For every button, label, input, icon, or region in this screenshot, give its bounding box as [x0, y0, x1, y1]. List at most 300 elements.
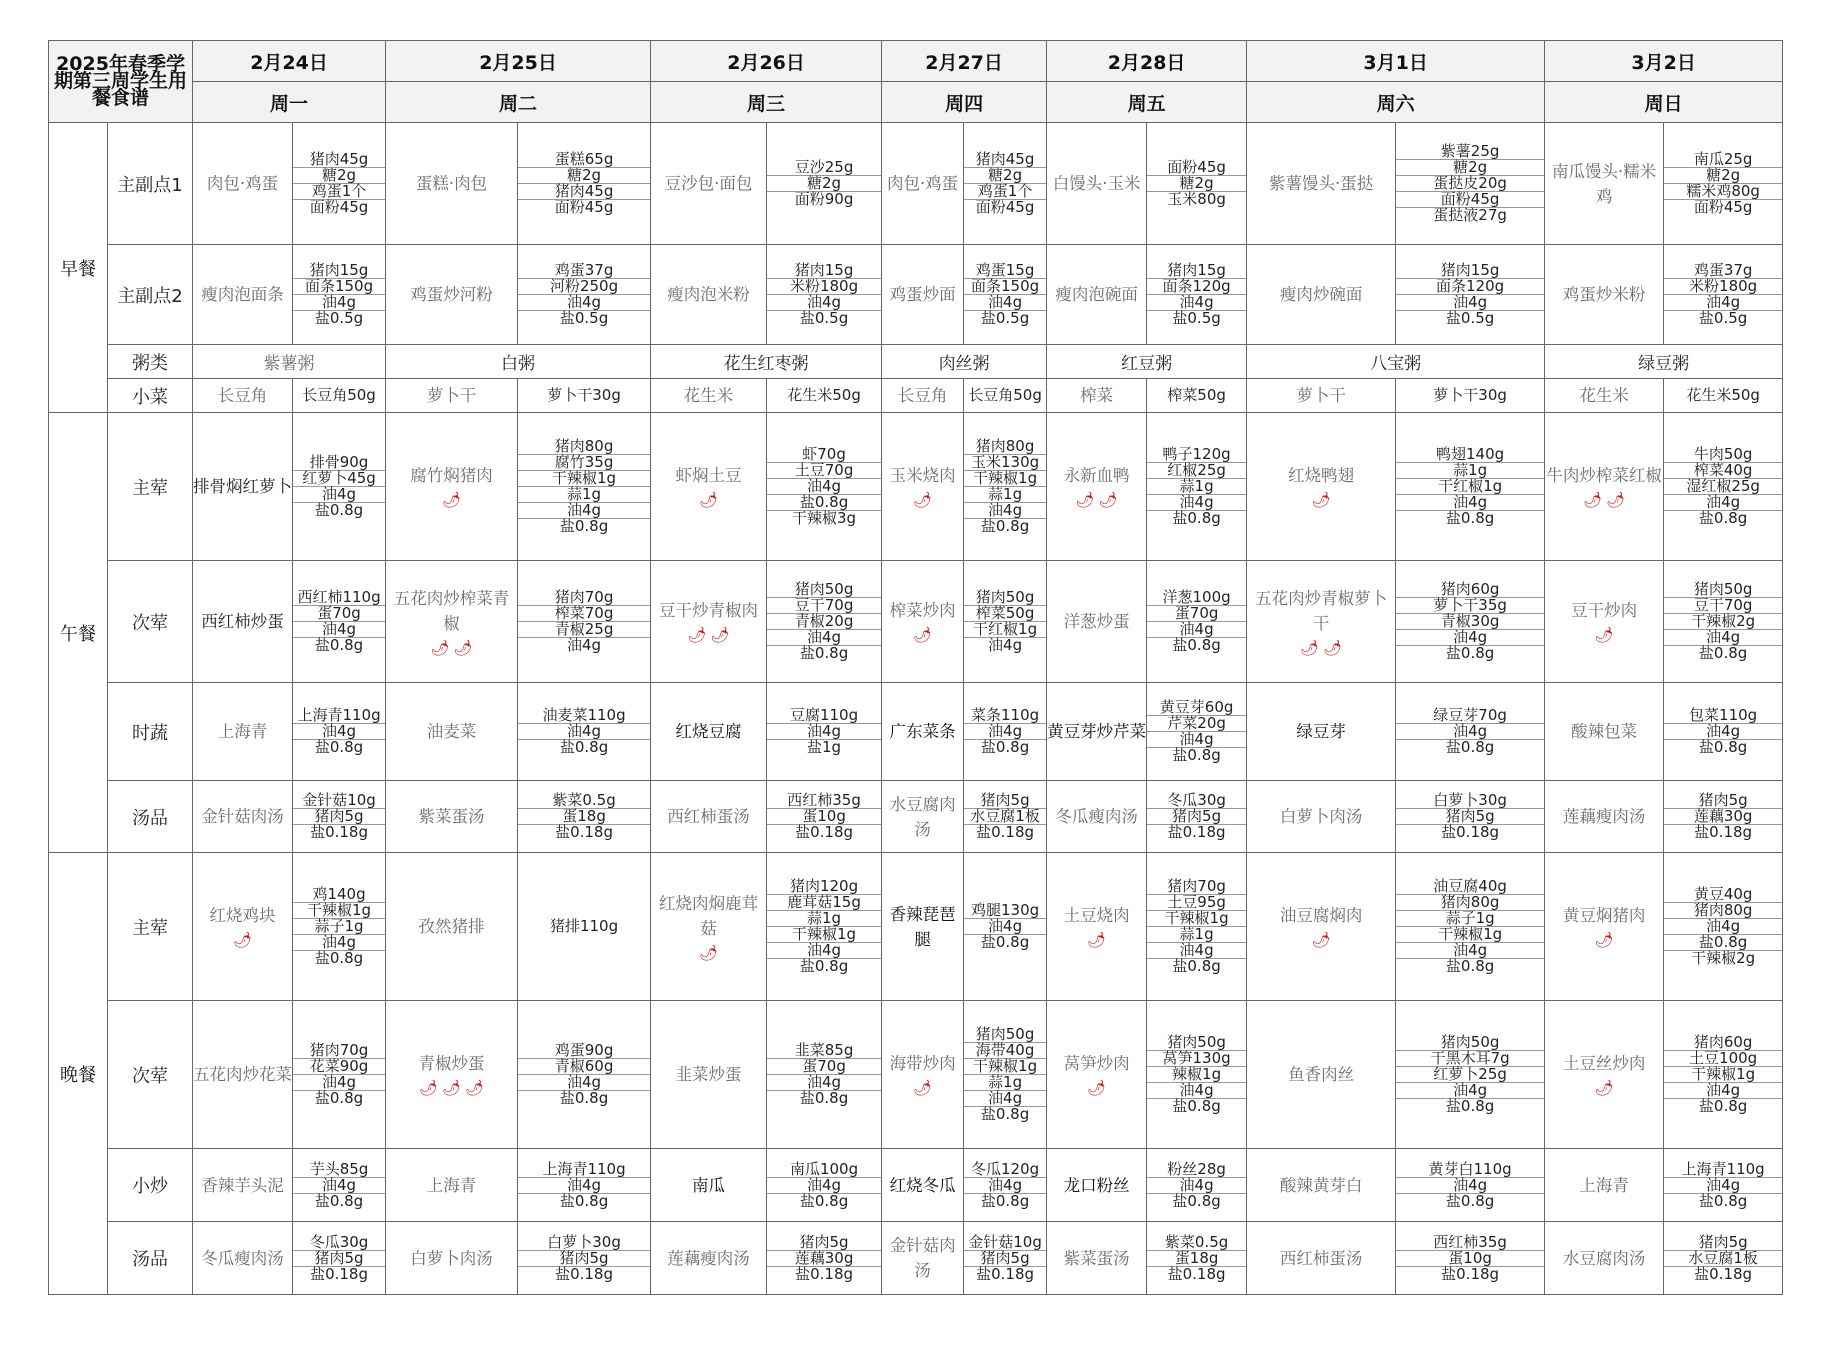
ingredients-cell — [1147, 561, 1247, 683]
dish-cell — [651, 853, 767, 1001]
ingredient-list — [767, 447, 881, 526]
dish-cell — [1545, 561, 1664, 683]
ingredient-item: 洋葱100g — [1162, 588, 1231, 606]
ingredient-item: 油4g — [1396, 1082, 1544, 1098]
dish-cell — [1047, 561, 1147, 683]
dish-cell — [1047, 853, 1147, 1001]
chili-pepper-icon: 🌶 — [1594, 1079, 1614, 1097]
dish-name: 长豆角 — [897, 386, 948, 405]
ingredients-cell — [1664, 123, 1783, 245]
ingredient-item: 萝卜干30g — [547, 386, 621, 404]
ingredient-item: 白萝卜30g — [547, 1232, 621, 1251]
ingredient-item: 青椒60g — [518, 1058, 650, 1074]
porridge-cell: 紫薯粥 — [193, 345, 386, 379]
ingredient-item: 猪肉70g — [1167, 877, 1226, 895]
dish-cell — [1247, 853, 1396, 1001]
ingredient-item: 盐0.8g — [767, 494, 881, 510]
ingredients-cell — [1396, 379, 1545, 413]
ingredient-item: 油4g — [767, 1177, 881, 1193]
ingredient-list — [293, 793, 385, 840]
ingredient-item: 盐0.18g — [1147, 824, 1246, 840]
dish-name: 肉包·鸡蛋 — [886, 174, 959, 193]
ingredient-list — [293, 388, 385, 403]
ingredient-item: 蒜1g — [1147, 478, 1246, 494]
dish-name: 排骨焖红萝卜 — [193, 477, 293, 496]
ingredients-cell — [1147, 413, 1247, 561]
ingredient-item: 蛋18g — [1147, 1250, 1246, 1266]
ingredient-list — [767, 1232, 881, 1283]
ingredient-item: 盐0.18g — [1396, 824, 1544, 840]
day-date: 2月25日 — [386, 41, 651, 82]
ingredient-item: 红椒25g — [1147, 462, 1246, 478]
ingredient-item: 蒜1g — [518, 486, 650, 502]
ingredient-list — [964, 793, 1046, 840]
ingredient-item: 油4g — [1664, 1082, 1782, 1098]
dish-name: 牛肉炒榨菜红椒 — [1546, 466, 1662, 485]
ingredient-item: 鸡蛋37g — [1693, 261, 1753, 279]
ingredient-item: 盐0.8g — [518, 1090, 650, 1106]
ingredient-item: 猪肉5g — [518, 1250, 650, 1266]
ingredient-list — [1664, 887, 1782, 966]
ingredient-item: 油4g — [1147, 731, 1246, 747]
ingredient-item: 猪肉5g — [1147, 808, 1246, 824]
chili-pepper-icon: 🌶 — [1323, 638, 1343, 657]
menu-table — [48, 40, 1783, 1295]
ingredient-item: 干辣椒1g — [1664, 1066, 1782, 1082]
dish-name: 鱼香肉丝 — [1288, 1065, 1355, 1084]
ingredient-item: 猪肉5g — [1698, 1232, 1748, 1251]
dish-cell — [386, 1222, 518, 1295]
day-weekday: 周日 — [1545, 82, 1783, 123]
chili-pepper-icon: 🌶 — [913, 626, 933, 644]
menu-row — [49, 123, 1783, 245]
ingredient-item: 猪肉5g — [964, 1250, 1046, 1266]
ingredient-item: 蛋挞液27g — [1396, 207, 1544, 223]
category-label: 次荤 — [108, 1001, 193, 1149]
dish-cell — [1047, 683, 1147, 781]
ingredient-item: 长豆角50g — [302, 386, 376, 404]
dish-cell — [651, 683, 767, 781]
spicy-level — [1247, 638, 1395, 658]
ingredient-item: 鸡蛋15g — [975, 261, 1035, 279]
ingredient-item: 盐0.8g — [293, 502, 385, 518]
ingredient-item: 盐0.8g — [1664, 739, 1782, 755]
dish-cell — [1047, 413, 1147, 561]
dish-cell — [193, 1149, 293, 1222]
ingredients-cell — [964, 781, 1047, 853]
ingredient-item: 面粉45g — [518, 199, 650, 215]
ingredients-cell — [1396, 1149, 1545, 1222]
day-weekday: 周二 — [386, 82, 651, 123]
chili-pepper-icon: 🌶 — [1311, 491, 1331, 509]
dish-name: 榨菜 — [1080, 386, 1114, 405]
ingredient-item: 油4g — [1396, 942, 1544, 958]
ingredient-item: 油4g — [293, 934, 385, 950]
dish-cell — [882, 853, 964, 1001]
dish-cell — [1545, 1149, 1664, 1222]
ingredient-item: 盐0.8g — [518, 1193, 650, 1209]
ingredient-item: 猪肉50g — [975, 588, 1035, 606]
dish-name: 瘦肉泡碗面 — [1055, 285, 1138, 304]
ingredient-list — [1147, 1035, 1246, 1114]
day-weekday: 周五 — [1047, 82, 1247, 123]
dish-cell — [193, 379, 293, 413]
day-weekday: 周三 — [651, 82, 882, 123]
ingredient-item: 蛋70g — [767, 1058, 881, 1074]
ingredient-item: 油4g — [964, 637, 1046, 653]
ingredient-item: 猪肉5g — [980, 791, 1030, 809]
ingredient-list — [1396, 1232, 1544, 1283]
dish-cell — [1047, 123, 1147, 245]
spicy-level — [882, 490, 963, 510]
dish-cell — [1545, 683, 1664, 781]
ingredients-cell — [767, 413, 882, 561]
ingredient-item: 糖2g — [293, 167, 385, 183]
ingredients-cell — [964, 413, 1047, 561]
ingredients-cell — [293, 1001, 386, 1149]
ingredient-list — [1396, 793, 1544, 840]
ingredient-list — [767, 793, 881, 840]
ingredient-item: 豆腐110g — [789, 706, 859, 724]
ingredient-item: 油4g — [964, 294, 1046, 310]
ingredient-item: 猪肉80g — [975, 437, 1035, 455]
spicy-level — [882, 625, 963, 645]
ingredient-item: 油4g — [767, 478, 881, 494]
ingredient-item: 排骨90g — [309, 453, 369, 471]
ingredient-item: 糖2g — [1664, 167, 1782, 183]
ingredient-item: 玉米80g — [1147, 191, 1246, 207]
chili-pepper-icon: 🌶 — [1594, 931, 1614, 949]
ingredient-item: 猪肉45g — [518, 183, 650, 199]
ingredient-item: 盐0.8g — [1147, 510, 1246, 526]
ingredient-item: 盐0.18g — [293, 1266, 385, 1282]
spicy-level — [193, 930, 292, 950]
ingredients-cell — [1147, 123, 1247, 245]
dish-name: 紫薯馒头·蛋挞 — [1268, 174, 1374, 193]
ingredient-item: 芋头85g — [309, 1159, 369, 1178]
dish-name: 豆干炒青椒肉 — [659, 601, 759, 620]
ingredient-item: 鸡蛋1个 — [964, 183, 1046, 199]
ingredients-cell — [518, 413, 651, 561]
ingredient-item: 猪肉15g — [794, 261, 854, 279]
ingredient-item: 油4g — [1396, 629, 1544, 645]
dish-name: 蛋糕·肉包 — [415, 174, 488, 193]
ingredient-item: 长豆角50g — [968, 386, 1042, 404]
ingredient-item: 鸡蛋1个 — [293, 183, 385, 199]
ingredient-item: 鸡蛋90g — [554, 1041, 614, 1059]
ingredient-list — [1396, 263, 1544, 326]
ingredient-list — [293, 1159, 385, 1210]
dish-name: 五花肉炒榨菜青椒 — [393, 588, 510, 633]
category-label: 小炒 — [108, 1149, 193, 1222]
ingredients-cell — [518, 379, 651, 413]
ingredient-item: 油4g — [293, 1177, 385, 1193]
ingredient-item: 面条150g — [964, 278, 1046, 294]
ingredient-item: 蒜1g — [1396, 462, 1544, 478]
ingredients-cell — [293, 413, 386, 561]
ingredient-item: 盐0.8g — [767, 958, 881, 974]
day-date: 2月24日 — [193, 41, 386, 82]
ingredient-item: 面粉45g — [293, 199, 385, 215]
dish-name: 土豆丝炒肉 — [1562, 1054, 1646, 1073]
ingredient-item: 紫菜0.5g — [1164, 1232, 1229, 1251]
dish-cell — [882, 1222, 964, 1295]
ingredient-list — [767, 160, 881, 207]
ingredients-cell — [964, 245, 1047, 345]
ingredient-list — [1396, 879, 1544, 974]
ingredient-item: 面粉45g — [1396, 191, 1544, 207]
ingredient-list — [1147, 160, 1246, 207]
ingredient-list — [964, 903, 1046, 950]
dish-name: 玉米烧肉 — [889, 466, 956, 485]
menu-row — [49, 413, 1783, 561]
ingredient-item: 油4g — [293, 621, 385, 637]
porridge-cell: 肉丝粥 — [882, 345, 1047, 379]
ingredient-item: 盐0.8g — [1396, 1098, 1544, 1114]
chili-pepper-icon: 🌶 — [442, 1079, 462, 1097]
ingredients-cell — [767, 1001, 882, 1149]
ingredient-item: 盐1g — [767, 739, 881, 755]
ingredient-item: 油4g — [964, 918, 1046, 934]
ingredient-item: 盐0.8g — [964, 518, 1046, 534]
dish-cell — [1247, 379, 1396, 413]
menu-body — [49, 123, 1783, 1295]
ingredient-item: 蒜1g — [767, 910, 881, 926]
ingredient-item: 油4g — [293, 1074, 385, 1090]
chili-pepper-icon: 🌶 — [1075, 491, 1095, 509]
chili-pepper-icon: 🌶 — [232, 931, 253, 949]
ingredients-cell — [964, 1001, 1047, 1149]
ingredient-item: 糖2g — [767, 175, 881, 191]
dish-name: 花生米 — [683, 386, 734, 405]
ingredient-item: 盐0.8g — [964, 1106, 1046, 1122]
ingredient-item: 猪肉50g — [975, 1025, 1035, 1043]
ingredient-item: 油4g — [518, 1177, 650, 1193]
ingredients-cell — [1664, 245, 1783, 345]
ingredients-cell — [1664, 561, 1783, 683]
ingredient-item: 面粉90g — [767, 191, 881, 207]
ingredient-item: 油4g — [1664, 494, 1782, 510]
ingredients-cell — [518, 853, 651, 1001]
dish-cell — [651, 1222, 767, 1295]
dish-cell — [386, 561, 518, 683]
ingredient-list — [293, 455, 385, 518]
ingredient-item: 莲藕30g — [767, 1250, 881, 1266]
spicy-level — [386, 490, 517, 510]
ingredients-cell — [767, 561, 882, 683]
dish-cell — [651, 123, 767, 245]
ingredient-item: 盐0.18g — [1664, 1266, 1782, 1282]
ingredient-item: 油4g — [1396, 494, 1544, 510]
ingredient-item: 干辣椒2g — [1664, 950, 1782, 966]
ingredient-item: 蒜1g — [964, 1074, 1046, 1090]
chili-pepper-icon: 🌶 — [442, 491, 462, 509]
ingredient-item: 河粉250g — [518, 278, 650, 294]
dish-name: 广东菜条 — [889, 722, 956, 741]
dish-name: 萝卜干 — [1296, 386, 1346, 405]
ingredients-cell — [767, 781, 882, 853]
ingredients-cell — [1147, 245, 1247, 345]
ingredients-cell — [767, 683, 882, 781]
ingredient-item: 盐0.8g — [767, 1193, 881, 1209]
dish-cell — [1047, 245, 1147, 345]
ingredient-list — [1664, 447, 1782, 526]
ingredient-item: 猪肉5g — [1698, 791, 1748, 809]
ingredients-cell — [767, 245, 882, 345]
ingredient-item: 盐0.8g — [1396, 510, 1544, 526]
ingredient-list — [518, 919, 650, 934]
ingredient-item: 猪肉5g — [293, 808, 385, 824]
dish-name: 水豆腐肉汤 — [889, 794, 956, 839]
dish-cell — [651, 245, 767, 345]
ingredients-cell — [293, 1222, 386, 1295]
ingredient-item: 盐0.5g — [293, 310, 385, 326]
ingredients-cell — [1396, 781, 1545, 853]
ingredients-cell — [1396, 853, 1545, 1001]
ingredient-item: 盐0.8g — [1396, 739, 1544, 755]
ingredient-item: 猪肉5g — [293, 1250, 385, 1266]
dish-name: 金针菇肉汤 — [201, 807, 284, 826]
ingredient-item: 西红柿35g — [787, 791, 861, 809]
ingredient-item: 油4g — [293, 486, 385, 502]
dish-cell — [1247, 123, 1396, 245]
ingredients-cell — [518, 123, 651, 245]
menu-row — [49, 781, 1783, 853]
ingredient-item: 盐0.8g — [964, 934, 1046, 950]
ingredient-item: 糖2g — [1147, 175, 1246, 191]
porridge-cell: 八宝粥 — [1247, 345, 1545, 379]
dish-cell — [882, 379, 964, 413]
dish-name: 上海青 — [1579, 1175, 1629, 1195]
menu-row — [49, 245, 1783, 345]
ingredient-item: 盐0.18g — [964, 1266, 1046, 1282]
ingredient-item: 面粉45g — [964, 199, 1046, 215]
ingredient-list — [293, 1043, 385, 1106]
ingredient-list — [964, 263, 1046, 326]
ingredient-item: 干黑木耳7g — [1396, 1050, 1544, 1066]
ingredient-list — [293, 708, 385, 755]
ingredient-item: 猪肉50g — [1693, 580, 1753, 598]
ingredient-item: 油4g — [767, 629, 881, 645]
dish-name: 西红柿炒蛋 — [201, 612, 284, 631]
ingredient-item: 盐0.18g — [1396, 1266, 1544, 1282]
dish-name: 莴笋炒肉 — [1063, 1054, 1130, 1073]
spicy-level — [1047, 1078, 1146, 1098]
ingredient-item: 油4g — [1664, 1177, 1782, 1193]
ingredient-item: 油4g — [518, 637, 650, 653]
ingredient-item: 油4g — [1396, 723, 1544, 739]
ingredient-item: 盐0.5g — [964, 310, 1046, 326]
ingredient-item: 豆干70g — [1664, 597, 1782, 613]
ingredient-item: 盐0.8g — [293, 950, 385, 966]
ingredient-item: 盐0.8g — [293, 739, 385, 755]
ingredient-item: 牛肉50g — [1693, 445, 1753, 463]
dish-name: 紫菜蛋汤 — [418, 807, 485, 826]
ingredient-item: 白萝卜30g — [1433, 791, 1507, 809]
ingredient-list — [518, 439, 650, 534]
ingredients-cell — [1147, 781, 1247, 853]
dish-name: 绿豆芽 — [1296, 722, 1346, 741]
ingredient-list — [1664, 1232, 1782, 1283]
ingredient-item: 黄豆芽60g — [1159, 698, 1234, 716]
ingredient-list — [293, 887, 385, 966]
ingredient-list — [518, 388, 650, 403]
ingredient-item: 油4g — [1664, 723, 1782, 739]
dish-name: 酸辣黄芽白 — [1279, 1175, 1363, 1195]
ingredient-item: 面粉45g — [1167, 158, 1226, 176]
menu-row — [49, 1149, 1783, 1222]
spicy-level — [1545, 1078, 1663, 1098]
ingredients-cell — [518, 1001, 651, 1149]
ingredient-item: 莲藕30g — [1664, 808, 1782, 824]
ingredient-item: 油4g — [1147, 1177, 1246, 1193]
ingredient-item: 干辣椒1g — [964, 1058, 1046, 1074]
ingredient-item: 盐0.5g — [518, 310, 650, 326]
ingredient-list — [1664, 582, 1782, 661]
dish-cell — [1545, 781, 1664, 853]
ingredients-cell — [293, 561, 386, 683]
ingredient-item: 猪肉60g — [1440, 580, 1500, 598]
ingredient-item: 盐0.8g — [1664, 1098, 1782, 1114]
ingredient-list — [767, 879, 881, 974]
dish-cell — [1545, 1222, 1664, 1295]
day-date: 2月27日 — [882, 41, 1047, 82]
ingredient-item: 盐0.18g — [1664, 824, 1782, 840]
ingredient-item: 榨菜50g — [1167, 386, 1226, 404]
ingredient-item: 西红柿110g — [297, 588, 381, 606]
ingredient-item: 盐0.18g — [293, 824, 385, 840]
ingredient-item: 油4g — [518, 294, 650, 310]
ingredient-item: 海带40g — [964, 1042, 1046, 1058]
dish-name: 油豆腐焖肉 — [1279, 906, 1363, 925]
dish-name: 白馒头·玉米 — [1052, 174, 1141, 193]
dish-cell — [1545, 245, 1664, 345]
dish-cell — [386, 1001, 518, 1149]
ingredients-cell — [1147, 1001, 1247, 1149]
ingredient-item: 米粉180g — [767, 278, 881, 294]
dish-name: 孜然猪排 — [418, 917, 485, 936]
ingredients-cell — [767, 853, 882, 1001]
dish-cell — [882, 561, 964, 683]
dish-cell — [386, 781, 518, 853]
ingredient-list — [1147, 447, 1246, 526]
dish-cell — [882, 123, 964, 245]
ingredient-item: 紫菜0.5g — [552, 791, 616, 809]
ingredient-item: 莴笋130g — [1147, 1050, 1246, 1066]
chili-pepper-icon: 🌶 — [699, 943, 719, 962]
dish-name: 瘦肉泡面条 — [201, 285, 284, 304]
day-date: 2月28日 — [1047, 41, 1247, 82]
porridge-cell: 绿豆粥 — [1545, 345, 1783, 379]
ingredients-cell — [1147, 683, 1247, 781]
ingredients-cell — [1396, 245, 1545, 345]
ingredient-item: 油4g — [767, 942, 881, 958]
dish-cell — [651, 561, 767, 683]
ingredient-item: 水豆腐1板 — [964, 808, 1046, 824]
ingredient-item: 盐0.18g — [767, 824, 881, 840]
ingredient-item: 糯米鸡80g — [1664, 183, 1782, 199]
dish-cell — [386, 683, 518, 781]
ingredient-item: 盐0.18g — [767, 1266, 881, 1282]
ingredient-item: 南瓜100g — [789, 1159, 859, 1178]
dish-name: 香辣芋头泥 — [201, 1175, 284, 1195]
dish-cell — [193, 1222, 293, 1295]
ingredient-item: 猪肉5g — [1396, 808, 1544, 824]
chili-pepper-icon: 🌶 — [1087, 931, 1107, 949]
ingredient-list — [1147, 388, 1246, 403]
ingredient-item: 冬瓜30g — [1167, 791, 1226, 809]
ingredient-item: 猪肉80g — [1664, 902, 1782, 918]
